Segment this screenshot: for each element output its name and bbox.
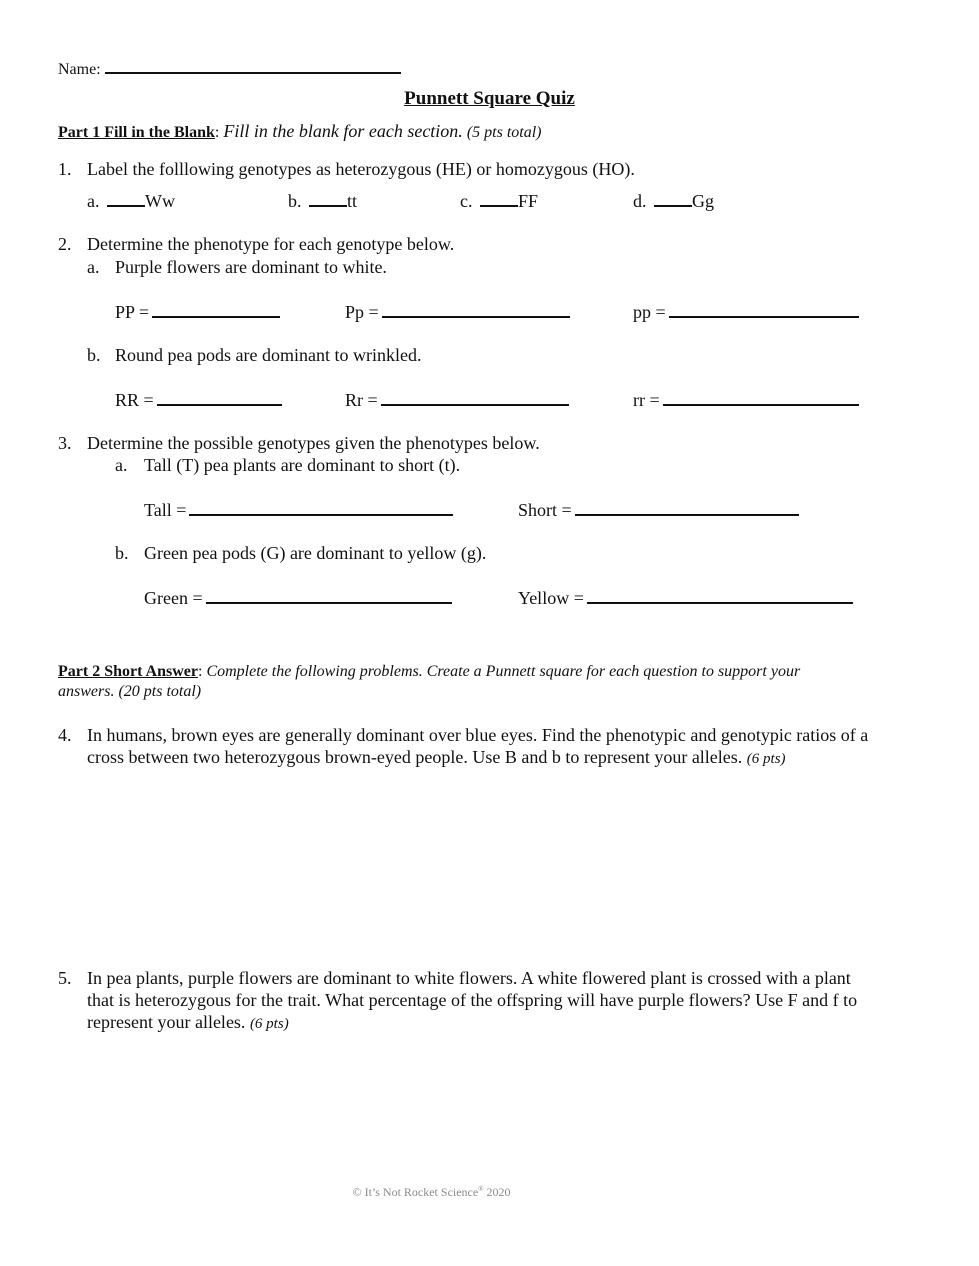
part1-heading: Part 1 Fill in the Blank [58,124,215,141]
q2-number: 2. [58,234,72,254]
q2-text: Determine the phenotype for each genotype below. [87,234,455,254]
q1-item-d[interactable] [633,189,714,212]
part1-instructions: Fill in the blank for each section. [223,121,463,141]
q1-item-a[interactable] [87,189,175,212]
answer-blank[interactable] [206,586,452,604]
q1-number: 1. [58,159,72,179]
copyright-footer [0,1185,863,1200]
q1-blank[interactable] [654,189,692,207]
q3b-text: Green pea pods (G) are dominant to yellow (g). [144,543,487,563]
q1-genotype: Ww [145,191,175,211]
answer-blank[interactable] [157,388,282,406]
part2-colon: : [197,663,203,680]
q5-number: 5. [58,968,72,988]
q2a-pp-mixed[interactable] [345,300,570,323]
genotype-label: pp = [633,302,666,322]
q1-item-letter: a. [87,191,100,211]
q4-points: (6 pts) [746,751,786,767]
answer-blank[interactable] [382,300,570,318]
q2a-letter: a. [87,257,100,277]
name-blank[interactable] [105,58,401,74]
part2-header [58,662,800,682]
answer-blank[interactable] [381,388,569,406]
q5-line2: that is heterozygous for the trait. What percentage of the offspring will have purple flowers? Use F and f to [87,990,858,1010]
name-field[interactable] [58,58,401,81]
part2-instructions-line2: answers. (20 pts total) [58,683,202,700]
q3a-letter: a. [115,455,128,475]
answer-blank[interactable] [152,300,280,318]
name-label: Name: [58,61,101,78]
registered-mark: ® [478,1185,484,1193]
q3-number: 3. [58,433,72,453]
q1-blank[interactable] [309,189,347,207]
q2b-rr-mixed[interactable] [345,388,569,411]
q2a-pp-upper[interactable] [115,300,280,323]
q1-item-letter: b. [288,191,302,211]
q4-line2: cross between two heterozygous brown-eyed people. Use B and b to represent your alleles. [87,747,743,767]
genotype-label: rr = [633,390,660,410]
q1-item-letter: c. [460,191,473,211]
answer-blank[interactable] [575,498,799,516]
q3b-yellow[interactable] [518,586,853,609]
q5-line3: represent your alleles. [87,1012,246,1032]
q2b-letter: b. [87,345,101,365]
phenotype-label: Yellow = [518,588,584,608]
part1-colon: : [214,124,220,141]
q4-number: 4. [58,725,72,745]
q3a-tall[interactable] [144,498,453,521]
footer-year: 2020 [486,1185,511,1199]
genotype-label: RR = [115,390,154,410]
phenotype-label: Tall = [144,500,187,520]
q5-line1: In pea plants, purple flowers are dominant to white flowers. A white flowered plant is crossed with a plant [87,968,851,988]
answer-blank[interactable] [587,586,853,604]
q2b-text: Round pea pods are dominant to wrinkled. [115,345,422,365]
phenotype-label: Short = [518,500,572,520]
page-title: Punnett Square Quiz [404,88,575,109]
q1-blank[interactable] [107,189,145,207]
q1-text: Label the folllowing genotypes as heterozygous (HE) or homozygous (HO). [87,159,635,179]
q1-blank[interactable] [480,189,518,207]
q2b-rr-lower[interactable] [633,388,859,411]
q3a-short[interactable] [518,498,799,521]
answer-blank[interactable] [663,388,859,406]
q1-genotype: Gg [692,191,714,211]
q5-answer-area[interactable] [87,1040,917,1170]
q2b-rr-upper[interactable] [115,388,282,411]
q1-item-b[interactable] [288,189,357,212]
q1-item-letter: d. [633,191,647,211]
q1-genotype: tt [347,191,358,211]
q3b-letter: b. [115,543,129,563]
q5-points: (6 pts) [249,1016,289,1032]
q4-line2-wrap [87,746,786,770]
genotype-label: PP = [115,302,150,322]
part1-header [58,121,541,142]
genotype-label: Rr = [345,390,378,410]
answer-blank[interactable] [189,498,453,516]
genotype-label: Pp = [345,302,379,322]
q1-genotype: FF [518,191,539,211]
footer-text: © It’s Not Rocket Science [352,1185,479,1199]
part1-points: (5 pts total) [466,124,542,141]
answer-blank[interactable] [669,300,859,318]
q3a-text: Tall (T) pea plants are dominant to short (t). [144,455,461,475]
q2a-pp-lower[interactable] [633,300,859,323]
q4-line1: In humans, brown eyes are generally dominant over blue eyes. Find the phenotypic and genotypic ratios of a [87,725,869,745]
part2-heading: Part 2 Short Answer [58,663,198,680]
part2-instructions-line1: Complete the following problems. Create a Punnett square for each question to support your [206,663,801,680]
q4-answer-area[interactable] [87,775,917,955]
q3b-green[interactable] [144,586,452,609]
q1-item-c[interactable] [460,189,538,212]
q3-text: Determine the possible genotypes given the phenotypes below. [87,433,540,453]
phenotype-label: Green = [144,588,203,608]
q5-line3-wrap [87,1011,289,1035]
q2a-text: Purple flowers are dominant to white. [115,257,387,277]
